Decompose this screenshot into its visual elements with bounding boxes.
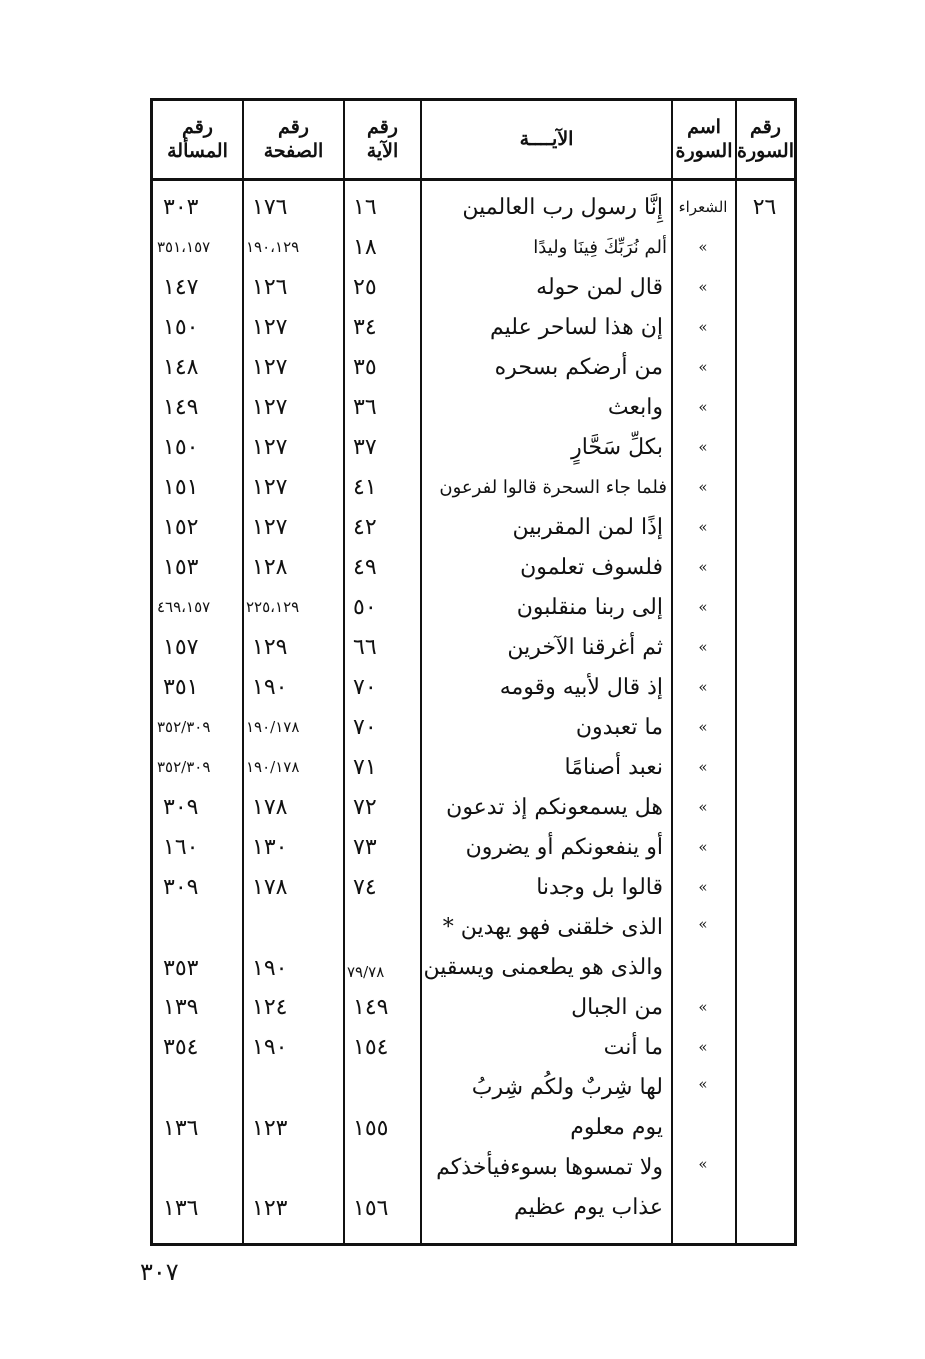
aya-number-cell: ٧١ (353, 754, 377, 780)
page-number-cell: ١٩٠ (252, 956, 288, 981)
sura-number-cell (735, 587, 794, 627)
aya-text-cell (420, 1067, 671, 1147)
table-row (153, 787, 794, 827)
aya-number-cell: ٧٢ (353, 794, 377, 820)
aya-text-line: من أرضكم بسحره (494, 354, 663, 380)
page-number-cell: ٢٢٥،١٢٩ (246, 598, 300, 616)
table-row (153, 707, 794, 747)
aya-text-line: إذ قال لأبيه وقومه (499, 674, 663, 700)
page-number-cell: ١٢٧ (252, 514, 288, 540)
table-row (153, 1147, 794, 1227)
aya-text-line: بكلِّ سَحَّارٍ (571, 434, 663, 460)
aya-text-line: قال لمن حوله (536, 274, 663, 300)
aya-text-cell (420, 427, 671, 467)
page-number-cell: ١٢٤ (252, 994, 288, 1020)
sura-name-cell: » (698, 1075, 708, 1093)
aya-text-line: وابعث (607, 394, 663, 420)
issue-number-cell: ١٥١ (163, 474, 199, 500)
page-number-cell: ١٣٠ (252, 834, 288, 860)
sura-number-cell (735, 1147, 794, 1227)
aya-number-cell: ٢٥ (353, 274, 377, 300)
table-row (153, 627, 794, 667)
page-number-cell: ١٩٠ (252, 1034, 288, 1060)
aya-text-line: يوم معلوم (570, 1114, 663, 1140)
sura-number-cell (735, 627, 794, 667)
aya-text-line: إن هذا لساحر عليم (490, 314, 663, 340)
sura-name-cell: » (698, 238, 708, 256)
verse-index-table (150, 98, 797, 1246)
aya-text-cell (420, 587, 671, 627)
sura-name-cell: » (698, 798, 708, 816)
issue-number-cell: ١٤٨ (163, 354, 199, 380)
aya-number-cell: ٦٦ (353, 634, 377, 660)
sura-number-cell (735, 227, 794, 267)
page-number: ٣٠٧ (140, 1258, 179, 1286)
issue-number-cell: ١٥٧ (163, 634, 199, 660)
page-number-cell: ١٧٨ (252, 794, 288, 820)
aya-text-line: ثم أغرقنا الآخرين (507, 634, 663, 660)
sura-name-cell: » (698, 278, 708, 296)
page-number-cell: ١٩٠/١٧٨ (246, 718, 300, 736)
aya-text-cell (420, 707, 671, 747)
sura-number-cell (735, 667, 794, 707)
aya-number-cell: ١٥٦ (353, 1196, 389, 1221)
page-number-cell: ١٢٧ (252, 354, 288, 380)
sura-number-cell (735, 907, 794, 987)
sura-name-cell: » (698, 518, 708, 536)
header-aya-label: الآيــــة (519, 127, 574, 150)
sura-number-cell (735, 787, 794, 827)
aya-text-cell (420, 627, 671, 667)
aya-text-line: ألم نُرَبِّكَ فِينَا وليدًا (533, 236, 667, 258)
sura-name-cell: » (698, 638, 708, 656)
page-number-cell: ١٧٦ (252, 194, 288, 220)
aya-text-cell (420, 467, 671, 507)
table-header-row (153, 101, 794, 181)
issue-number-cell: ١٥٢ (163, 514, 199, 540)
header-aya-number-line1: رقم (367, 115, 398, 138)
header-issue-number (153, 101, 242, 178)
sura-number-cell (735, 547, 794, 587)
sura-number-cell (735, 467, 794, 507)
table-row (153, 307, 794, 347)
issue-number-cell: ١٥٠ (163, 434, 199, 460)
sura-name-cell: » (698, 478, 708, 496)
table-row (153, 187, 794, 227)
sura-name-cell: » (698, 915, 708, 933)
header-sura-number (735, 101, 794, 178)
sura-name-cell: » (698, 358, 708, 376)
sura-number-cell (735, 1067, 794, 1147)
aya-number-cell: ١٤٩ (353, 994, 389, 1020)
table-row (153, 1067, 794, 1147)
sura-name-cell: الشعراء (678, 198, 728, 216)
aya-text-line: أو ينفعونكم أو يضرون (465, 834, 663, 860)
aya-text-line: من الجبال (571, 994, 663, 1020)
table-row (153, 1027, 794, 1067)
aya-number-cell: ٧٤ (353, 874, 377, 900)
issue-number-cell: ٣٥٣ (163, 956, 199, 981)
table-row (153, 227, 794, 267)
table-row (153, 347, 794, 387)
header-sura-number-line1: رقم (750, 115, 781, 138)
sura-name-cell: » (698, 758, 708, 776)
aya-text-line: عذاب يوم عظيم (513, 1194, 663, 1220)
aya-text-line: إذًا لمن المقربين (512, 514, 663, 540)
table-row (153, 867, 794, 907)
issue-number-cell: ١٥٣ (163, 554, 199, 580)
aya-text-cell (420, 667, 671, 707)
issue-number-cell: ١٦٠ (163, 834, 199, 860)
issue-number-cell: ٣٥٤ (163, 1034, 199, 1060)
aya-text-line: ولا تمسوها بسوءفيأخذكم (436, 1154, 663, 1180)
sura-number-cell (735, 747, 794, 787)
aya-text-line: هل يسمعونكم إذ تدعون (446, 794, 663, 820)
aya-text-cell (420, 907, 671, 987)
sura-name-cell: » (698, 598, 708, 616)
aya-number-cell: ٧٩/٧٨ (347, 963, 385, 981)
aya-number-cell: ١٥٤ (353, 1034, 389, 1060)
sura-name-cell: » (698, 878, 708, 896)
header-sura-name-line2: السورة (675, 139, 733, 162)
aya-text-cell (420, 747, 671, 787)
issue-number-cell: ٣٥١،١٥٧ (157, 238, 211, 256)
aya-text-cell (420, 267, 671, 307)
table-row (153, 507, 794, 547)
aya-number-cell: ٤١ (353, 474, 377, 500)
sura-number-cell (735, 307, 794, 347)
aya-number-cell: ٧٠ (353, 714, 377, 740)
issue-number-cell: ٣٥٢/٣٠٩ (157, 718, 211, 736)
aya-text-line: قالوا بل وجدنا (536, 874, 663, 900)
sura-name-cell: » (698, 318, 708, 336)
sura-number-cell (735, 707, 794, 747)
issue-number-cell: ١٤٩ (163, 394, 199, 420)
aya-text-cell (420, 827, 671, 867)
table-row (153, 587, 794, 627)
sura-number-cell (735, 347, 794, 387)
issue-number-cell: ٣٠٣ (163, 194, 199, 220)
aya-text-line: الذى خلقنى فهو يهدين * (442, 914, 663, 940)
table-row (153, 467, 794, 507)
header-sura-number-line2: السورة (737, 139, 794, 162)
sura-number-cell (735, 827, 794, 867)
header-issue-number-line2: المسألة (167, 139, 228, 162)
aya-number-cell: ١٦ (353, 194, 377, 220)
table-body (153, 181, 794, 1243)
aya-text-cell (420, 867, 671, 907)
aya-text-cell (420, 547, 671, 587)
table-row (153, 667, 794, 707)
sura-name-cell: » (698, 438, 708, 456)
sura-number-cell (735, 1027, 794, 1067)
header-aya (420, 101, 671, 178)
page-number-cell: ١٢٧ (252, 314, 288, 340)
page-number-cell: ١٢٦ (252, 274, 288, 300)
issue-number-cell: ٣٥١ (163, 674, 199, 700)
page-number-cell: ١٢٧ (252, 434, 288, 460)
aya-text-line: والذى هو يطعمنى ويسقين (423, 954, 663, 980)
sura-number-cell: ٢٦ (752, 194, 777, 220)
aya-text-line: ما أنت (603, 1034, 663, 1060)
header-page-number-line2: الصفحة (263, 139, 324, 162)
page-number-cell: ١٩٠،١٢٩ (246, 238, 300, 256)
aya-number-cell: ٤٩ (353, 554, 377, 580)
sura-name-cell: » (698, 558, 708, 576)
page-number-cell: ١٢٣ (252, 1196, 288, 1221)
aya-text-line: فلما جاء السحرة قالوا لفرعون (439, 476, 667, 498)
header-aya-number-line2: الآية (366, 139, 399, 162)
sura-name-cell: » (698, 838, 708, 856)
sura-number-cell (735, 427, 794, 467)
table-row (153, 267, 794, 307)
header-sura-name-line1: اسم (687, 115, 721, 138)
sura-number-cell (735, 267, 794, 307)
aya-number-cell: ١٥٥ (353, 1116, 389, 1141)
sura-number-cell (735, 507, 794, 547)
sura-name-cell: » (698, 1038, 708, 1056)
aya-text-line: لها شِربٌ ولكُم شِربُ (471, 1074, 663, 1100)
page-number-cell: ١٢٣ (252, 1116, 288, 1141)
table-row (153, 747, 794, 787)
table-row (153, 827, 794, 867)
aya-text-cell (420, 347, 671, 387)
issue-number-cell: ٣٠٩ (163, 794, 199, 820)
issue-number-cell: ٣٥٢/٣٠٩ (157, 758, 211, 776)
sura-name-cell: » (698, 678, 708, 696)
aya-text-cell (420, 227, 671, 267)
aya-number-cell: ١٨ (353, 234, 377, 260)
page-number-cell: ١٢٧ (252, 474, 288, 500)
aya-text-cell (420, 187, 671, 227)
aya-number-cell: ٥٠ (353, 594, 377, 620)
issue-number-cell: ١٥٠ (163, 314, 199, 340)
sura-number-cell (735, 987, 794, 1027)
aya-text-line: إلى ربنا منقلبون (516, 594, 663, 620)
aya-text-cell (420, 987, 671, 1027)
issue-number-cell: ١٣٦ (163, 1196, 199, 1221)
page-number-cell: ١٩٠ (252, 674, 288, 700)
table-row (153, 387, 794, 427)
aya-text-line: ما تعبدون (575, 714, 663, 740)
sura-name-cell: » (698, 998, 708, 1016)
sura-name-cell: » (698, 718, 708, 736)
table-row (153, 907, 794, 987)
table-row (153, 547, 794, 587)
aya-number-cell: ٣٦ (353, 394, 377, 420)
header-sura-name (671, 101, 735, 178)
aya-number-cell: ٣٧ (353, 434, 377, 460)
aya-number-cell: ٣٥ (353, 354, 377, 380)
aya-number-cell: ٣٤ (353, 314, 377, 340)
sura-name-cell: » (698, 398, 708, 416)
header-page-number (242, 101, 343, 178)
header-aya-number (343, 101, 420, 178)
page-number-cell: ١٢٨ (252, 554, 288, 580)
aya-number-cell: ٧٠ (353, 674, 377, 700)
header-page-number-line1: رقم (278, 115, 309, 138)
aya-number-cell: ٧٣ (353, 834, 377, 860)
page-number-cell: ١٢٩ (252, 634, 288, 660)
issue-number-cell: ٤٦٩،١٥٧ (157, 598, 211, 616)
table-row (153, 427, 794, 467)
sura-name-cell: » (698, 1155, 708, 1173)
aya-text-line: نعبد أصنامًا (564, 754, 663, 780)
aya-text-line: إِنَّا رسول رب العالمين (462, 194, 663, 220)
aya-text-cell (420, 307, 671, 347)
issue-number-cell: ١٤٧ (163, 274, 199, 300)
issue-number-cell: ٣٠٩ (163, 874, 199, 900)
table-row (153, 987, 794, 1027)
table-rows (153, 181, 794, 1243)
issue-number-cell: ١٣٦ (163, 1116, 199, 1141)
aya-text-cell (420, 787, 671, 827)
aya-text-cell (420, 1147, 671, 1227)
aya-number-cell: ٤٢ (353, 514, 377, 540)
header-issue-number-line1: رقم (182, 115, 213, 138)
aya-text-cell (420, 387, 671, 427)
page-number-cell: ١٧٨ (252, 874, 288, 900)
sura-number-cell (735, 387, 794, 427)
aya-text-line: فلسوف تعلمون (520, 554, 663, 580)
aya-text-cell (420, 1027, 671, 1067)
aya-text-cell (420, 507, 671, 547)
sura-number-cell (735, 867, 794, 907)
page-number-cell: ١٩٠/١٧٨ (246, 758, 300, 776)
issue-number-cell: ١٣٩ (163, 994, 199, 1020)
page-number-cell: ١٢٧ (252, 394, 288, 420)
